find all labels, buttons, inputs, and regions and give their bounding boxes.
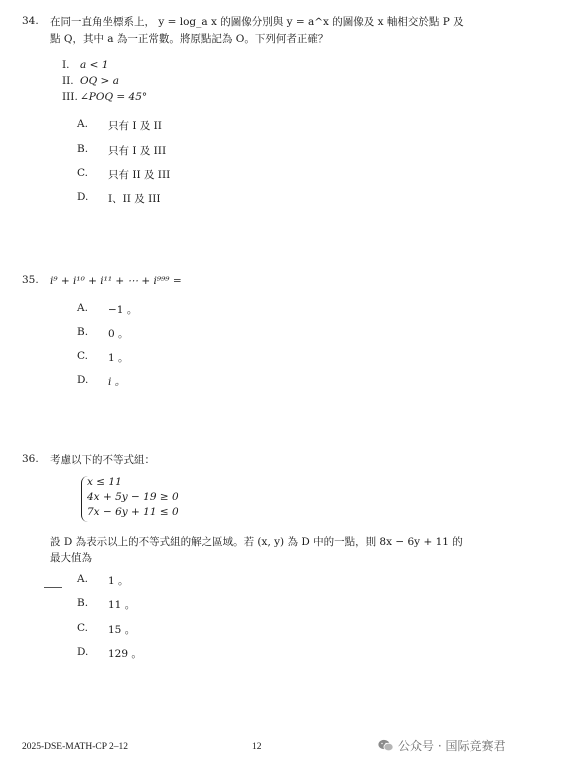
q34-option-letter[interactable]: B.: [77, 143, 89, 155]
q34-option-text[interactable]: I、II 及 III: [108, 193, 161, 205]
system-line: 7x − 6y + 11 ≤ 0: [87, 506, 179, 518]
q34-option-text[interactable]: 只有 II 及 III: [108, 169, 171, 181]
wechat-icon: [378, 739, 394, 752]
q36-number: 36.: [22, 453, 39, 465]
q36-option-text[interactable]: 1 。: [108, 575, 129, 587]
q36-stem-intro: 考慮以下的不等式組：: [50, 454, 155, 466]
q34-statement-text: a < 1: [80, 59, 109, 71]
q35-option-letter[interactable]: C.: [77, 350, 88, 362]
system-line: 4x + 5y − 19 ≥ 0: [87, 491, 179, 503]
q35-number: 35.: [22, 274, 39, 286]
page-number: 12: [252, 742, 262, 752]
system-line: x ≤ 11: [87, 476, 122, 488]
q34-number: 34.: [22, 15, 39, 27]
q35-option-text[interactable]: i 。: [108, 376, 126, 388]
paper-code: 2025-DSE-MATH-CP 2–12: [22, 742, 128, 752]
q34-statement-label: I.: [62, 59, 70, 71]
q35-option-text[interactable]: 0 。: [108, 328, 129, 340]
q35-option-letter[interactable]: D.: [77, 374, 89, 386]
q34-option-letter[interactable]: D.: [77, 191, 89, 203]
q34-statement-label: II.: [62, 75, 74, 87]
q35-option-letter[interactable]: A.: [77, 302, 88, 314]
watermark-text: 公众号 · 国际竞赛君: [398, 739, 506, 753]
q36-option-letter[interactable]: B.: [77, 597, 89, 609]
q36-option-letter[interactable]: A.: [77, 573, 88, 585]
q34-option-text[interactable]: 只有 I 及 III: [108, 145, 167, 157]
q35-option-letter[interactable]: B.: [77, 326, 89, 338]
q34-option-text[interactable]: 只有 I 及 II: [108, 120, 162, 132]
q35-option-text[interactable]: −1 。: [108, 304, 138, 316]
q36-option-letter[interactable]: D.: [77, 646, 89, 658]
q36-option-text[interactable]: 129 。: [108, 648, 142, 660]
q34-statement-label: III.: [62, 91, 78, 103]
q36-option-text[interactable]: 15 。: [108, 624, 136, 636]
q36-stem-line1: 設 D 為表示以上的不等式組的解之區域。若 (x, y) 為 D 中的一點，則 8x − 6y + 11 的: [50, 536, 463, 548]
q34-stem-line1: 在同一直角坐標系上， y = log_a x 的圖像分別與 y = a^x 的圖像及 x 軸相交於點 P 及: [50, 16, 464, 28]
q34-statement-text: OQ > a: [80, 75, 119, 87]
q34-option-letter[interactable]: C.: [77, 167, 88, 179]
q36-stem-line2: 最大值為: [50, 552, 92, 564]
q34-stem-line2: 點 Q，其中 a 為一正常數。將原點記為 O。下列何者正確？: [50, 33, 329, 45]
q36-option-letter[interactable]: C.: [77, 622, 88, 634]
q34-option-letter[interactable]: A.: [77, 118, 88, 130]
q35-stem: i⁹ + i¹⁰ + i¹¹ + ⋯ + i⁹⁹⁹ =: [50, 275, 182, 287]
q35-option-text[interactable]: 1 。: [108, 352, 129, 364]
margin-mark: [44, 587, 62, 588]
q36-option-text[interactable]: 11 。: [108, 599, 136, 611]
q34-statement-text: ∠POQ = 45°: [80, 91, 148, 103]
